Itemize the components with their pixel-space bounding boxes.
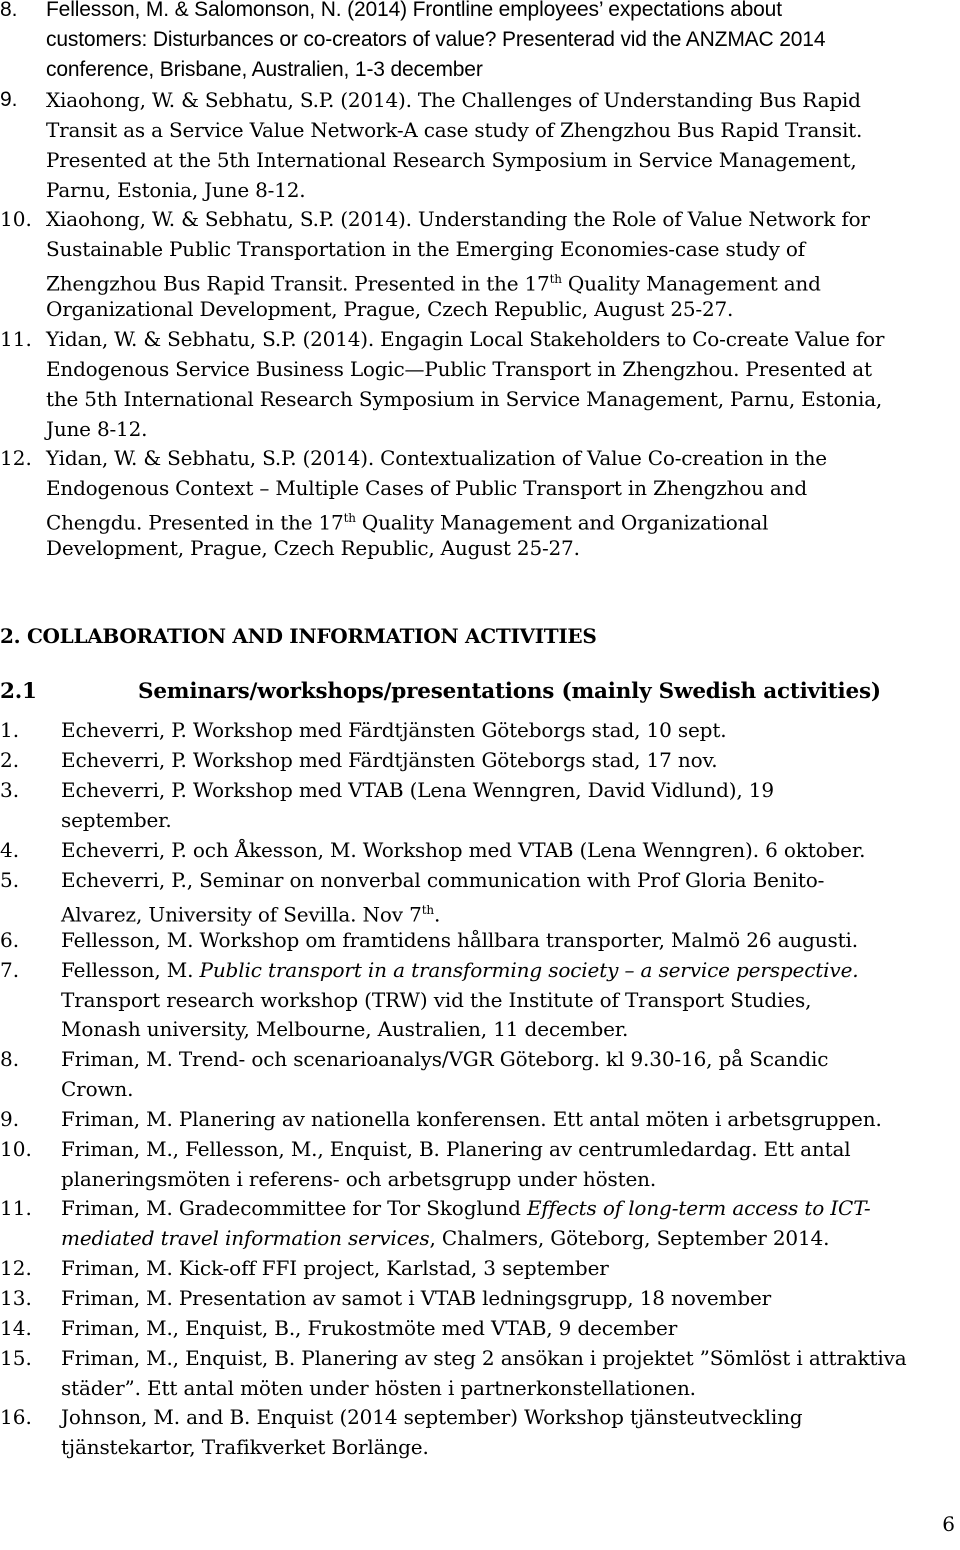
ref-number: 8. — [0, 0, 18, 21]
ref-line: the 5th International Research Symposium in Service Management, Parnu, Estonia, — [46, 387, 883, 411]
list-item: Echeverri, P. Workshop med VTAB (Lena Wenngren, David Vidlund), 19 — [61, 778, 774, 802]
list-item: Friman, M., Enquist, B., Frukostmöte med VTAB, 9 december — [61, 1316, 678, 1340]
list-item: Friman, M. Presentation av samot i VTAB ledningsgrupp, 18 november — [61, 1286, 772, 1310]
list-item: Friman, M., Fellesson, M., Enquist, B. Planering av centrumledardag. Ett antal — [61, 1137, 851, 1161]
list-item-number: 9. — [0, 1107, 20, 1131]
section-heading: 2. COLLABORATION AND INFORMATION ACTIVITIES — [0, 624, 597, 648]
list-item-number: 15. — [0, 1346, 32, 1370]
list-item: Alvarez, University of Sevilla. Nov 7th. — [61, 902, 441, 927]
ref-number: 10. — [0, 207, 32, 231]
ref-line: Yidan, W. & Sebhatu, S.P. (2014). Engagin Local Stakeholders to Co-create Value for — [46, 327, 885, 351]
ref-line: Development, Prague, Czech Republic, August 25-27. — [46, 536, 580, 560]
list-item: tjänstekartor, Trafikverket Borlänge. — [61, 1435, 429, 1459]
ref-line: Fellesson, M. & Salomonson, N. (2014) Frontline employees’ expectations about — [46, 0, 782, 21]
list-item-number: 2. — [0, 748, 20, 772]
list-item: Echeverri, P. Workshop med Färdtjänsten Göteborgs stad, 10 sept. — [61, 718, 727, 742]
ref-number: 12. — [0, 446, 32, 470]
ref-line: Organizational Development, Prague, Czech Republic, August 25-27. — [46, 297, 734, 321]
ref-line: conference, Brisbane, Australien, 1-3 december — [46, 58, 483, 81]
list-item-number: 14. — [0, 1316, 32, 1340]
ref-line: Xiaohong, W. & Sebhatu, S.P. (2014). The Challenges of Understanding Bus Rapid — [46, 88, 861, 112]
ref-number: 9. — [0, 88, 18, 111]
ref-line: Endogenous Context – Multiple Cases of Public Transport in Zhengzhou and — [46, 476, 807, 500]
ref-line: Yidan, W. & Sebhatu, S.P. (2014). Contextualization of Value Co-creation in the — [46, 446, 827, 470]
list-item-number: 5. — [0, 868, 20, 892]
list-item: Friman, M. Trend- och scenarioanalys/VGR Göteborg. kl 9.30-16, på Scandic — [61, 1047, 829, 1071]
ref-line: Endogenous Service Business Logic—Public Transport in Zhengzhou. Presented at — [46, 357, 872, 381]
ref-number: 11. — [0, 327, 32, 351]
list-item-number: 13. — [0, 1286, 32, 1310]
list-item: Transport research workshop (TRW) vid the Institute of Transport Studies, — [61, 988, 812, 1012]
list-item: Friman, M. Planering av nationella konferensen. Ett antal möten i arbetsgruppen. — [61, 1107, 882, 1131]
list-item: Johnson, M. and B. Enquist (2014 september) Workshop tjänsteutveckling — [61, 1405, 803, 1429]
list-item: Echeverri, P. och Åkesson, M. Workshop med VTAB (Lena Wenngren). 6 oktober. — [61, 838, 866, 862]
subsection-title: Seminars/workshops/presentations (mainly Swedish activities) — [138, 679, 881, 704]
ref-line: customers: Disturbances or co-creators of value? Presenterad vid the ANZMAC 2014 — [46, 28, 826, 51]
list-item: städer”. Ett antal möten under hösten i partnerkonstellationen. — [61, 1376, 696, 1400]
list-item: mediated travel information services, Chalmers, Göteborg, September 2014. — [61, 1226, 830, 1250]
ref-line: Xiaohong, W. & Sebhatu, S.P. (2014). Understanding the Role of Value Network for — [46, 207, 870, 231]
list-item: Monash university, Melbourne, Australien, 11 december. — [61, 1017, 629, 1041]
ref-line: June 8-12. — [46, 417, 148, 441]
list-item-number: 3. — [0, 778, 20, 802]
list-item-number: 8. — [0, 1047, 20, 1071]
list-item: Echeverri, P. Workshop med Färdtjänsten Göteborgs stad, 17 nov. — [61, 748, 718, 772]
list-item-number: 1. — [0, 718, 20, 742]
list-item-number: 11. — [0, 1196, 32, 1220]
list-item-number: 16. — [0, 1405, 32, 1429]
ref-line: Transit as a Service Value Network-A case study of Zhengzhou Bus Rapid Transit. — [46, 118, 863, 142]
ref-line: Sustainable Public Transportation in the Emerging Economies-case study of — [46, 237, 805, 261]
list-item: Crown. — [61, 1077, 134, 1101]
ref-line: Parnu, Estonia, June 8-12. — [46, 178, 306, 202]
list-item-number: 6. — [0, 928, 20, 952]
subsection-number: 2.1 — [0, 679, 37, 704]
list-item: Fellesson, M. Workshop om framtidens hållbara transporter, Malmö 26 augusti. — [61, 928, 858, 952]
list-item: Echeverri, P., Seminar on nonverbal communication with Prof Gloria Benito- — [61, 868, 825, 892]
list-item: september. — [61, 808, 172, 832]
list-item: Friman, M. Gradecommittee for Tor Skoglund Effects of long-term access to ICT- — [61, 1196, 871, 1220]
list-item-number: 7. — [0, 958, 20, 982]
page-number: 6 — [942, 1512, 955, 1536]
ref-line: Chengdu. Presented in the 17th Quality Management and Organizational — [46, 510, 769, 535]
list-item: Friman, M., Enquist, B. Planering av steg 2 ansökan i projektet ”Sömlöst i attraktiva — [61, 1346, 907, 1370]
ref-line: Zhengzhou Bus Rapid Transit. Presented in the 17th Quality Management and — [46, 271, 821, 296]
list-item-number: 12. — [0, 1256, 32, 1280]
ref-line: Presented at the 5th International Research Symposium in Service Management, — [46, 148, 857, 172]
list-item-number: 4. — [0, 838, 20, 862]
list-item: Fellesson, M. Public transport in a transforming society – a service perspective. — [61, 958, 859, 982]
list-item-number: 10. — [0, 1137, 32, 1161]
list-item: planeringsmöten i referens- och arbetsgrupp under hösten. — [61, 1167, 657, 1191]
list-item: Friman, M. Kick-off FFI project, Karlstad, 3 september — [61, 1256, 609, 1280]
